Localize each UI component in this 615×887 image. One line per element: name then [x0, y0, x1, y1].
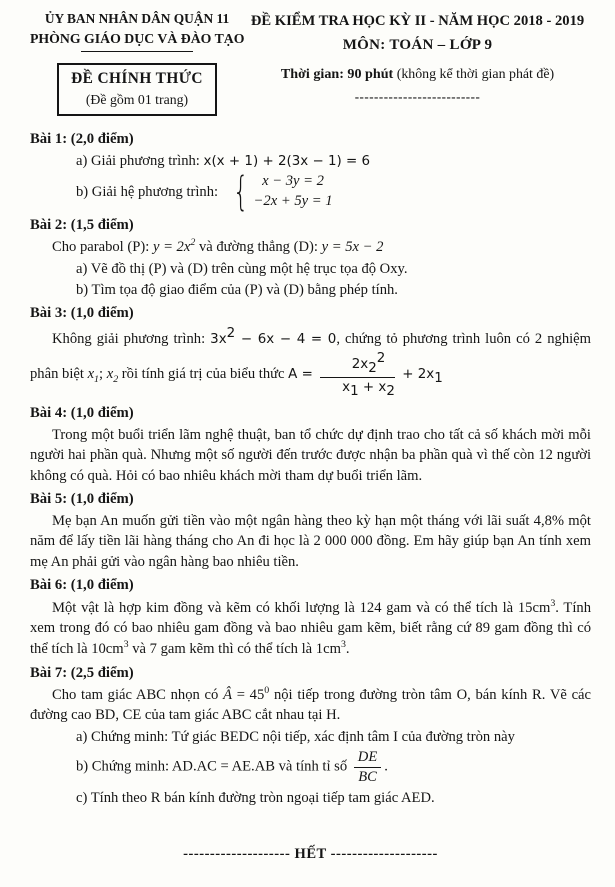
system-equation-1: x − 3y = 2 [262, 173, 324, 190]
problem-5-heading: Bài 5: (1,0 điểm) [30, 491, 134, 508]
exam-duration [244, 65, 591, 85]
official-exam-box [57, 63, 217, 116]
problem-1 [30, 129, 591, 216]
fraction-denominator: $x_1 + x_2$ [342, 379, 395, 399]
end-of-exam-marker: -------------------- HẾT -------------------- [183, 846, 438, 863]
problem-7-heading: Bài 7: (2,5 điểm) [30, 664, 134, 681]
problem-4-heading: Bài 4: (1,0 điểm) [30, 405, 134, 422]
problem-2-heading: Bài 2: (1,5 điểm) [30, 216, 134, 233]
problem-7 [30, 663, 591, 809]
exam-duration-time: Thời gian: 90 phút [280, 66, 394, 83]
exam-box-title: ĐỀ CHÍNH THỨC [71, 70, 203, 88]
problem-2-part-b: b) Tìm tọa độ giao điểm của (P) và (D) bằng phép tính. [76, 282, 398, 298]
system-brace: { [232, 169, 249, 216]
org-block [30, 10, 244, 116]
exam-duration-note: (không kể thời gian phát đề) [393, 67, 555, 83]
problem-3-heading: Bài 3: (1,0 điểm) [30, 305, 134, 322]
exam-body [30, 129, 591, 865]
header [30, 10, 591, 116]
problem-3 [30, 303, 591, 400]
problem-6 [30, 575, 591, 660]
org-line-1: ỦY BAN NHÂN DÂN QUẬN 11 [44, 11, 230, 26]
ratio-fraction-denominator: BC [358, 768, 377, 785]
problem-7-part-b [76, 748, 591, 787]
exam-title: ĐỀ KIỂM TRA HỌC KỲ II - NĂM HỌC 2018 - 2019 [250, 13, 585, 29]
problem-3-tail: + $2x_1$ [397, 367, 443, 387]
problem-1-part-b [76, 169, 591, 216]
problem-5 [30, 489, 591, 572]
problem-1-part-a: a) Giải phương trình: x(x + 1) + 2(3x − 1) = 6 [76, 152, 371, 169]
problem-6-heading: Bài 6: (1,0 điểm) [30, 576, 134, 593]
problem-4 [30, 403, 591, 486]
exam-subject: MÔN: TOÁN – LỚP 9 [342, 37, 493, 54]
fraction-numerator: $2x_2^2$ [320, 351, 395, 378]
problem-6-body: Một vật là hợp kim đồng và kẽm có khối lượng là 124 gam và có thể tích là $15cm^3$. Tính xem trong đó có bao nhiêu gam đồng và bao nhiêu gam kẽm, biết rằng cứ 89 gam đồng thì có thể tích là $10cm^3$ và 7 gam kẽm thì có thể tích là $1cm^3$. [30, 597, 591, 658]
equation-system [254, 172, 333, 211]
fraction-expression [320, 351, 395, 400]
problem-2-intro: Cho parabol (P): $y = 2x^2$ và đường thẳng (D): y = 5x − 2 [52, 237, 384, 256]
org-underline-divider [81, 51, 193, 52]
problem-7-part-c: c) Tính theo R bán kính đường tròn ngoại tiếp tam giác AED. [76, 789, 435, 806]
problem-4-body: Trong một buổi triển lãm nghệ thuật, ban tổ chức dự định trao cho tất cả số khách mời mỗi người hai phần quà. Nhưng một số người đến trước được nhận ba phần quà vì thế còn 12 người không có quà. Hỏi có bao nhiêu khách mời tham dự buổi triển lãm. [30, 426, 591, 484]
system-equation-2: −2x + 5y = 1 [253, 193, 333, 210]
exam-box-subtitle: (Đề gồm 01 trang) [85, 91, 189, 107]
problem-2-part-a: a) Vẽ đồ thị (P) và (D) trên cùng một hệ trục tọa độ Oxy. [76, 260, 408, 277]
problem-7b-period: . [384, 758, 388, 775]
problem-2 [30, 215, 591, 301]
header-dashes: -------------------------- [354, 89, 481, 105]
problem-1-heading: Bài 1: (2,0 điểm) [30, 130, 134, 147]
ratio-fraction [354, 749, 381, 786]
exam-title-block [244, 10, 591, 106]
problem-5-body: Mẹ bạn An muốn gửi tiền vào một ngân hàng theo kỳ hạn một tháng với lãi suất 4,8% một năm để lấy tiền lãi hàng tháng cho An đi học là 2 000 000 đồng. Em hãy giúp bạn An tính xem mẹ An phải gửi vào ngân hàng bao nhiêu tiền. [30, 512, 591, 570]
problem-3-body [30, 325, 591, 400]
ratio-fraction-numerator: DE [354, 749, 381, 768]
problem-1b-label: b) Giải hệ phương trình: [76, 183, 219, 200]
org-line-2: PHÒNG GIÁO DỤC VÀ ĐÀO TẠO [30, 30, 245, 46]
problem-7-intro: Cho tam giác ABC nhọn có Â = $45^0$ nội tiếp trong đường tròn tâm O, bán kính R. Vẽ các đường cao BD, CE của tam giác ABC cắt nhau tại H. [30, 685, 591, 724]
problem-3-intro: Không giải phương trình: $3x^2 - 6x - 4 = 0$, chứng tỏ phương trình luôn có 2 nghiệm phân biệt $x_1$; $x_2$ rồi tính giá trị của biểu thức A = [30, 326, 592, 386]
problem-7b-text: b) Chứng minh: AD.AC = AE.AB và tính tỉ số [76, 758, 351, 775]
problem-7-part-a: a) Chứng minh: Tứ giác BEDC nội tiếp, xác định tâm I của đường tròn này [76, 728, 515, 745]
